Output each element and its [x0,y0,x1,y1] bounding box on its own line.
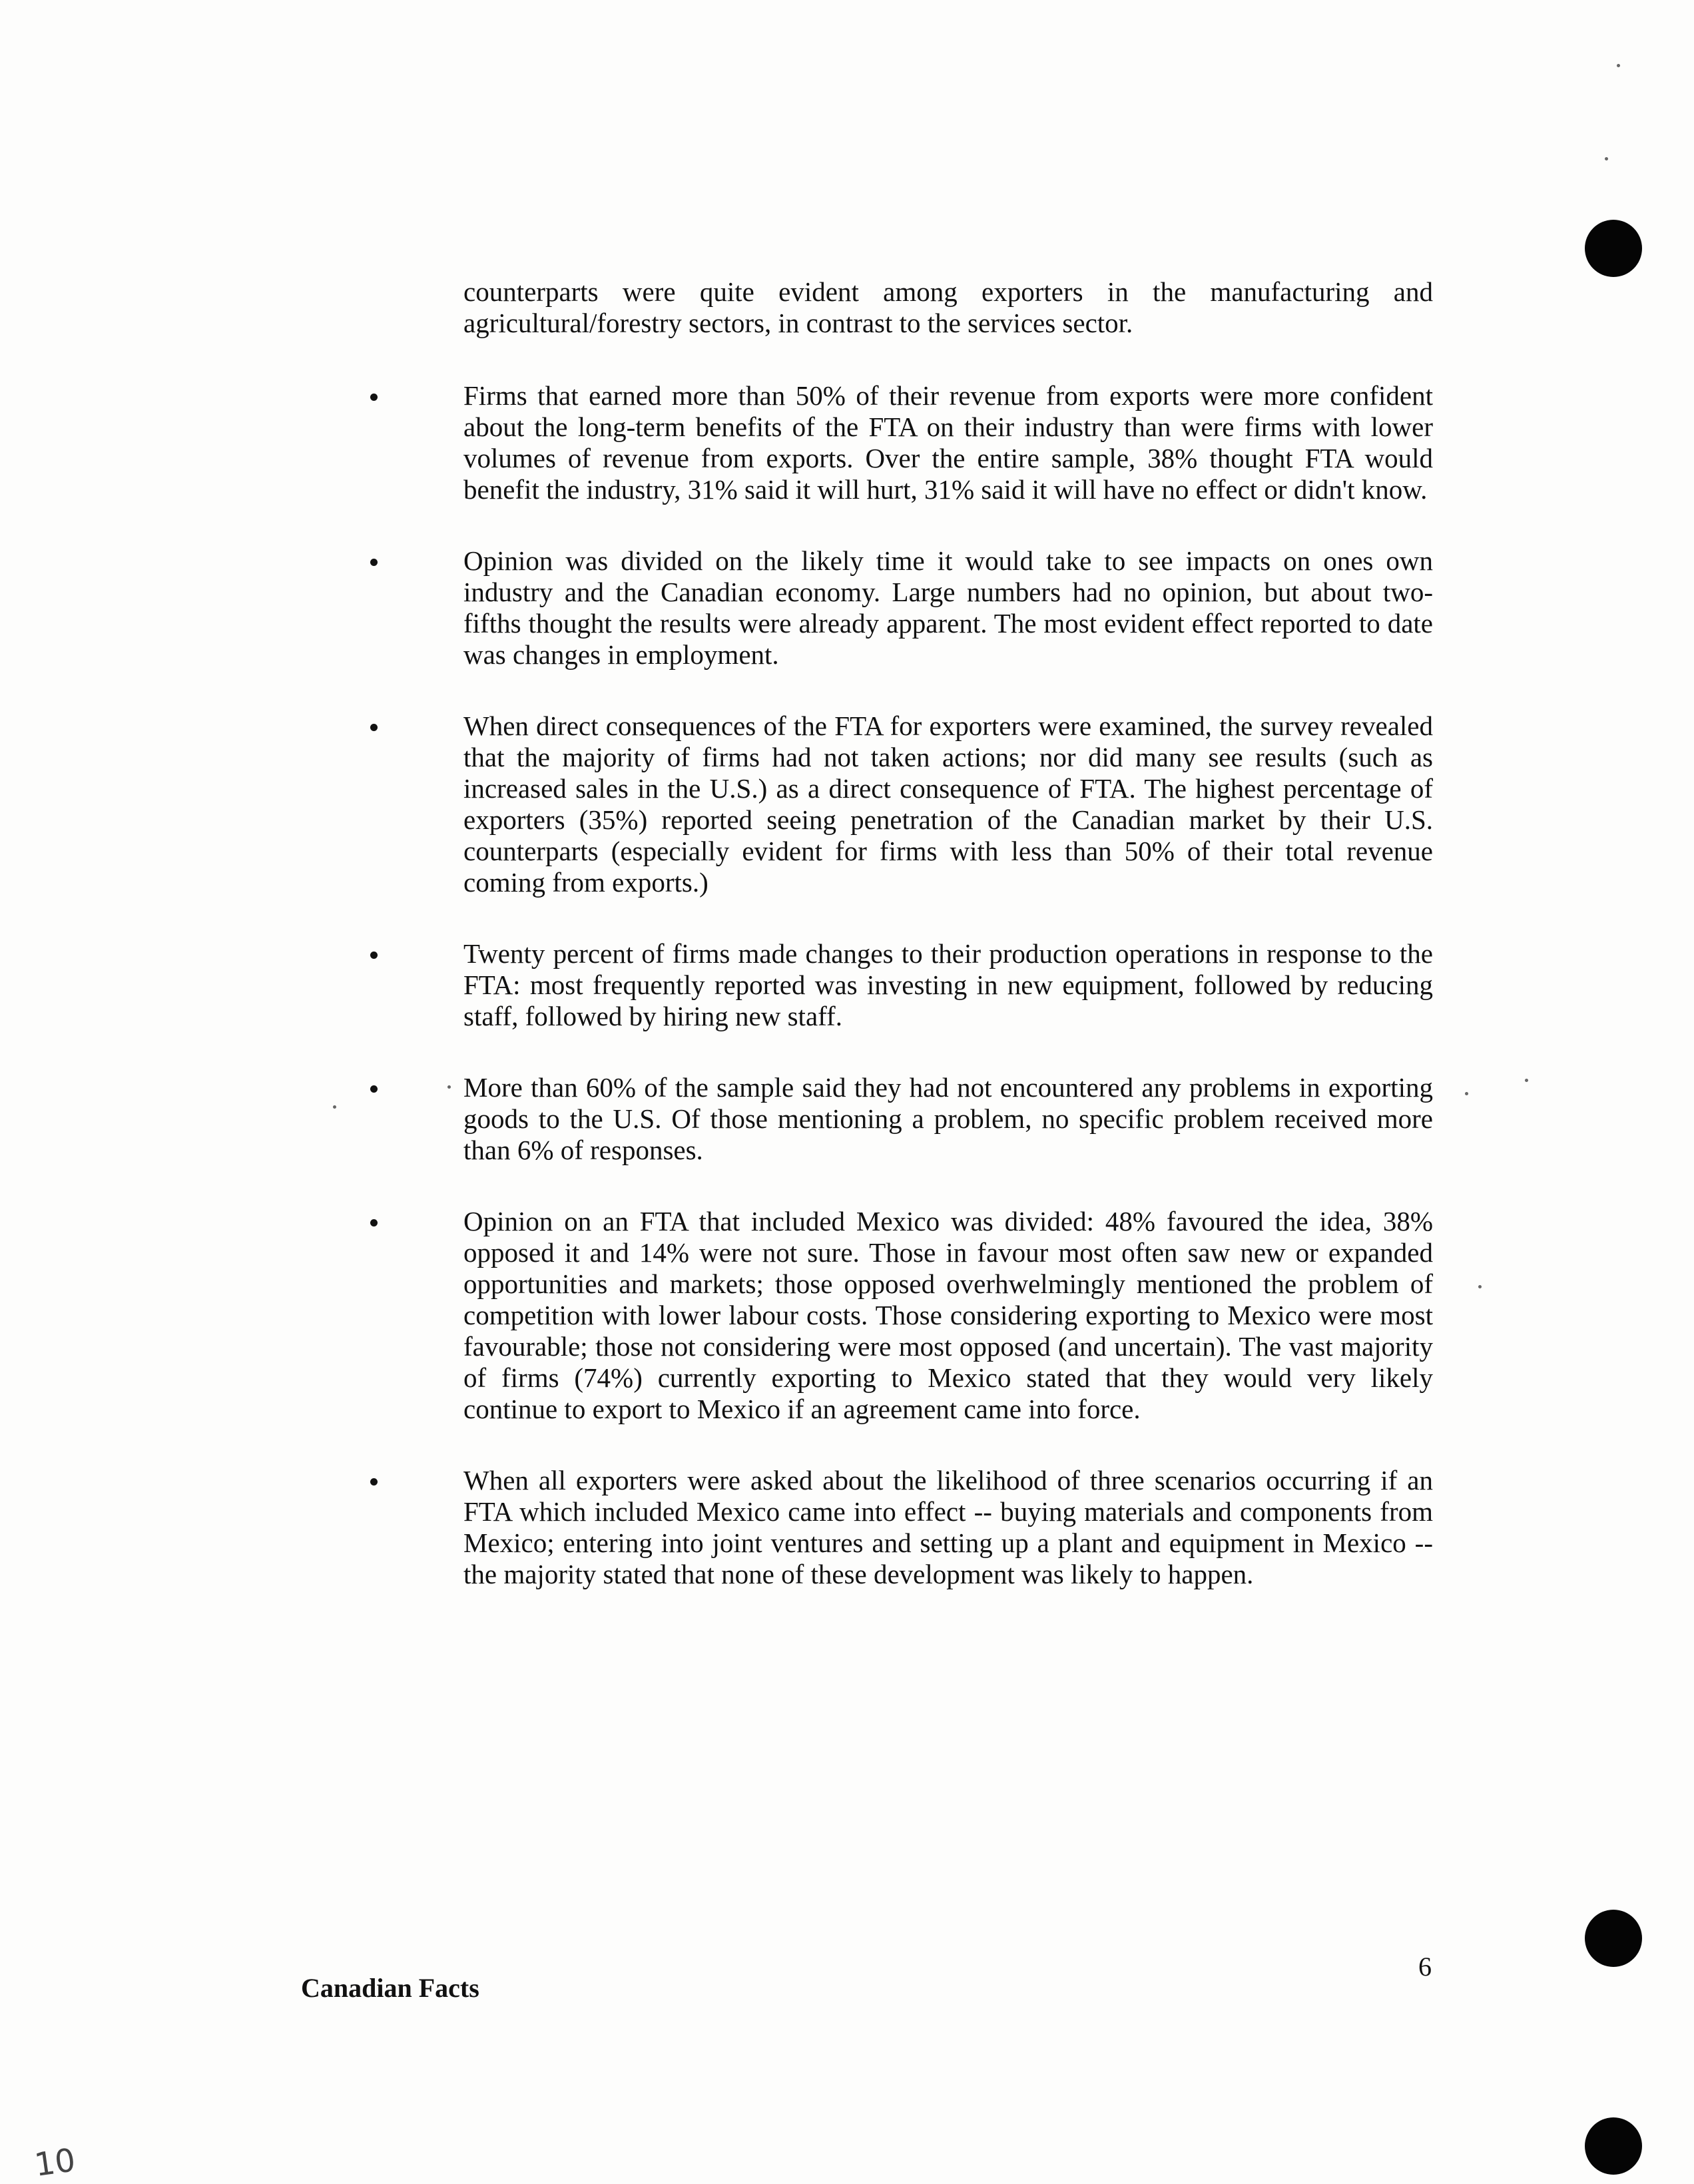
bullet-dot [370,724,378,731]
footer-source: Canadian Facts [301,1973,479,2003]
bullet-text: When all exporters were asked about the likelihood of three scenarios occurring if an FTA which included Mexico came into effect -- buying materials and components from Mexico; entering into joint ventures and setting up a plant and equipment in Mexico -- the majority stated that none of these development was likely to happen. [463,1465,1433,1589]
bullet-dot [370,394,378,401]
page-number: 6 [1418,1952,1432,1982]
handwritten-mark: 10 [32,2141,78,2184]
scan-speck [447,1085,451,1089]
body-text [463,276,1433,1630]
scan-speck [333,1105,336,1109]
bullet-text: Firms that earned more than 50% of their revenue from exports were more confident about the long-term benefits of the FTA on their industry than were firms with lower volumes of revenue from exports. Over the entire sample, 38% thought FTA would benefit the industry, 31% said it will hurt, 31% said it will have no effect or didn't know. [463,380,1433,505]
bullet-item [463,545,1433,671]
bullet-text: Opinion was divided on the likely time it would take to see impacts on ones own industry and the Canadian economy. Large numbers had no opinion, but about two-fifths thought the results were already apparent. The most evident effect reported to date was changes in employment. [463,545,1433,670]
scan-speck [1605,157,1608,160]
bullet-item [463,380,1433,505]
bullet-dot [370,559,378,566]
bullet-dot [370,952,378,959]
bullet-dot [370,1478,378,1486]
bullet-dot [370,1219,378,1227]
bullet-dot [370,1085,378,1093]
scan-speck [1478,1285,1482,1288]
bullet-text: More than 60% of the sample said they had not encountered any problems in exporting goods to the U.S. Of those mentioning a problem, no specific problem received more than 6% of responses. [463,1072,1433,1165]
bullet-item [463,1206,1433,1425]
scan-speck [1465,1092,1468,1095]
bullet-item [463,710,1433,898]
scan-speck [1525,1079,1528,1082]
bullet-text: Twenty percent of firms made changes to their production operations in response to the FTA: most frequently reported was investing in new equipment, followed by reducing staff, followed by hiring new staff. [463,938,1433,1031]
punch-hole-middle [1585,1910,1642,1967]
bullet-item [463,938,1433,1032]
bullet-text: Opinion on an FTA that included Mexico was divided: 48% favoured the idea, 38% opposed it and 14% were not sure. Those in favour most often saw new or expanded opportunities and markets; those opposed overhwelmingly mentioned the problem of competition with lower labour costs. Those considering exporting to Mexico were most favourable; those not considering were most opposed (and uncertain). The vast majority of firms (74%) currently exporting to Mexico stated that they would very likely continue to export to Mexico if an agreement came into force. [463,1206,1433,1424]
punch-hole-bottom [1585,2117,1642,2175]
bullet-text: When direct consequences of the FTA for exporters were examined, the survey revealed that the majority of firms had not taken actions; nor did many see results (such as increased sales in the U.S.) as a direct consequence of FTA. The highest percentage of exporters (35%) reported seeing penetration of the Canadian market by their U.S. counterparts (especially evident for firms with less than 50% of their total revenue coming from exports.) [463,710,1433,898]
punch-hole-top [1585,220,1642,277]
bullet-item [463,1072,1433,1166]
bullet-item [463,1465,1433,1590]
scan-speck [1617,64,1620,67]
intro-paragraph: counterparts were quite evident among exporters in the manufacturing and agricultural/forestry sectors, in contrast to the services sector. [463,276,1433,338]
